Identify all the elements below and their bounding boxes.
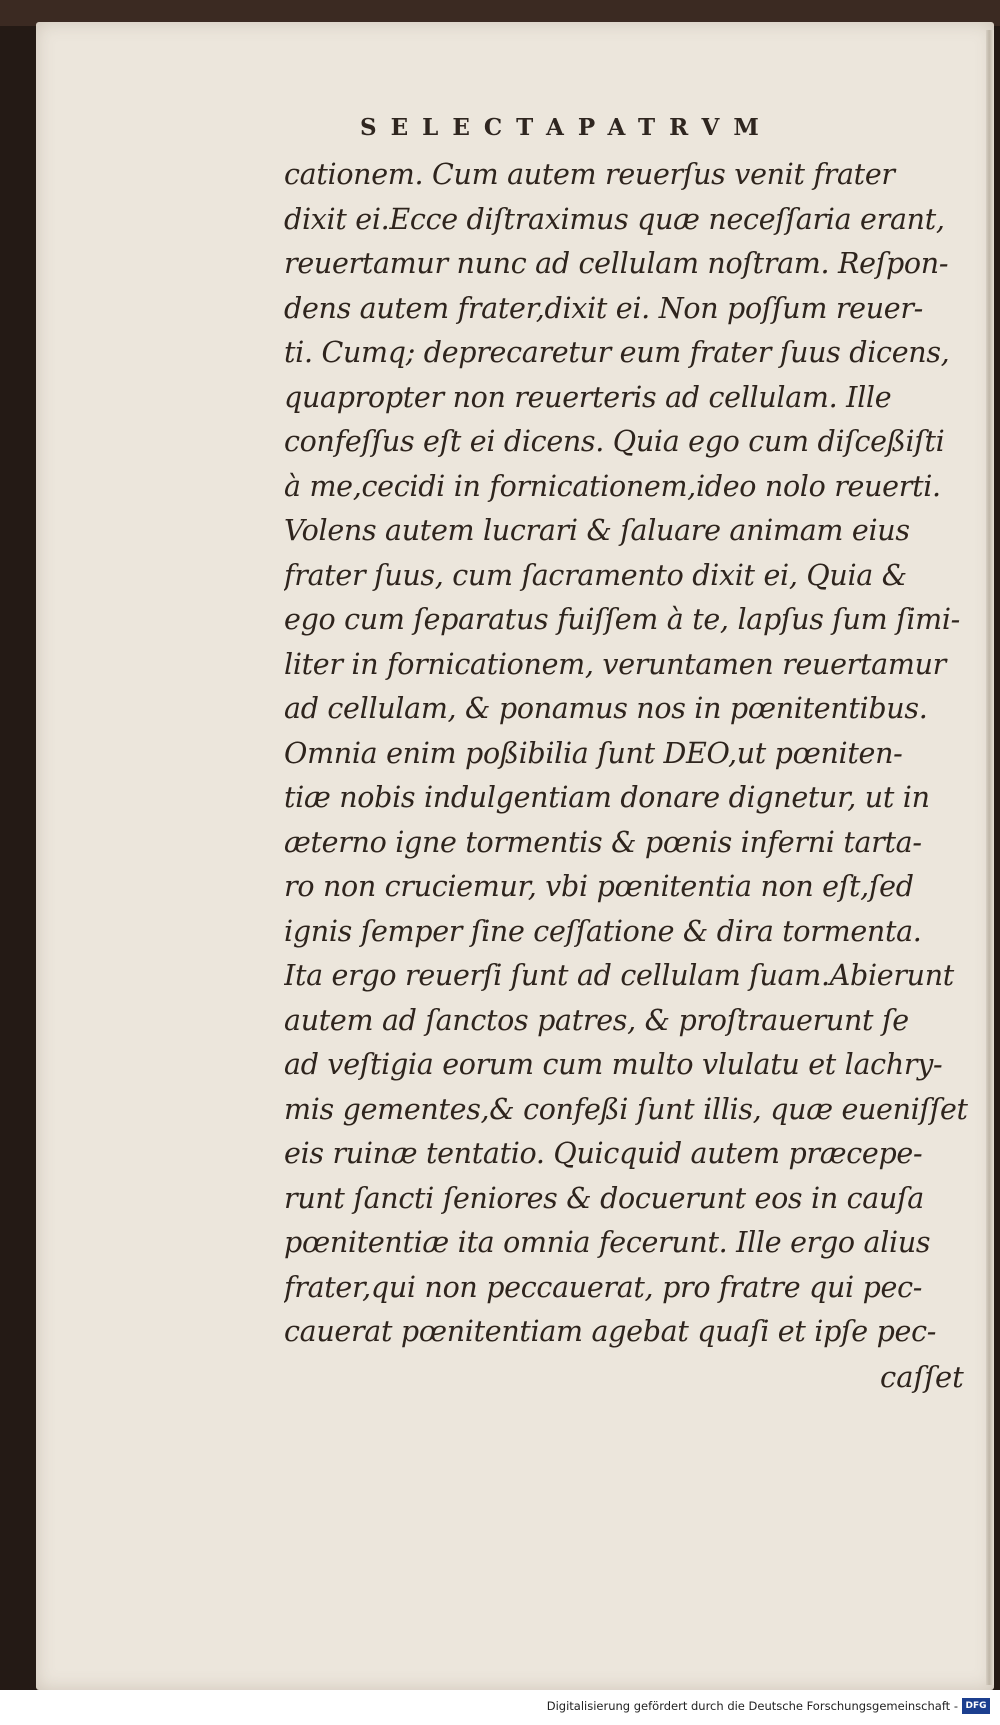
text-line: dixit ei.Ecce diſtraximus quæ neceſſaria erant, <box>284 202 945 236</box>
text-line: ego cum ſeparatus fuiſſem à te, lapſus ſum ſimi- <box>284 603 961 636</box>
text-line: Volens autem lucrari & ſaluare animam eius <box>284 514 910 547</box>
text-line: tiæ nobis indulgentiam donare dignetur, ut in <box>284 781 930 814</box>
text-line: frater ſuus, cum ſacramento dixit ei, Quia & <box>284 558 907 592</box>
page-edge <box>986 30 994 1685</box>
text-line: autem ad ſanctos patres, & proſtrauerunt ſe <box>284 1003 909 1037</box>
text-line: liter in fornicationem, veruntamen reuertamur <box>284 647 946 681</box>
body-text <box>284 153 984 1355</box>
footer-bar <box>0 1690 1000 1725</box>
text-line: ti. Cumq; deprecaretur eum frater ſuus dicens, <box>284 336 950 369</box>
text-line: ad veſtigia eorum cum multo vlulatu et lachry- <box>284 1048 943 1081</box>
text-line: quapropter non reuerteris ad cellulam. Ille <box>284 380 892 414</box>
text-line: frater,qui non peccauerat, pro fratre qui pec- <box>284 1270 923 1304</box>
text-line: Omnia enim poßibilia ſunt DEO,ut pœniten- <box>284 736 903 770</box>
catchword: caſſet <box>880 1360 964 1394</box>
funding-credit: Digitalisierung gefördert durch die Deutsche Forschungsgemeinschaft - <box>546 1699 958 1713</box>
text-line: runt ſancti ſeniores & docuerunt eos in cauſa <box>284 1181 924 1215</box>
text-line: ignis ſemper ſine ceſſatione & dira tormenta. <box>284 914 922 948</box>
text-line: pœnitentiæ ita omnia fecerunt. Ille ergo alius <box>284 1226 931 1259</box>
text-line: reuertamur nunc ad cellulam noſtram. Reſpon- <box>284 247 949 280</box>
text-line: mis gementes,& confeßi ſunt illis, quæ eueniſſet <box>284 1092 968 1126</box>
text-line: Ita ergo reuerſi ſunt ad cellulam ſuam.Abierunt <box>284 959 954 992</box>
dfg-logo-icon: DFG <box>962 1698 990 1714</box>
text-line: æterno igne tormentis & pœnis inferni tarta- <box>284 825 922 859</box>
text-line: ad cellulam, & ponamus nos in pœnitentibus. <box>284 692 928 725</box>
text-line: eis ruinæ tentatio. Quicquid autem præcepe- <box>284 1137 923 1170</box>
text-line: confeſſus eſt ei dicens. Quia ego cum diſceßiſti <box>284 425 945 458</box>
text-line: cauerat pœnitentiam agebat quaſi et ipſe pec- <box>284 1315 937 1348</box>
text-line: cationem. Cum autem reuerſus venit frater <box>284 158 895 191</box>
text-line: ro non cruciemur, vbi pœnitentia non eſt,ſed <box>284 870 914 903</box>
text-line: dens autem frater,dixit ei. Non poſſum reuer- <box>284 291 924 325</box>
text-line: à me,cecidi in fornicationem,ideo nolo reuerti. <box>284 469 941 503</box>
running-head: SELECTAPATRVM <box>360 114 773 141</box>
